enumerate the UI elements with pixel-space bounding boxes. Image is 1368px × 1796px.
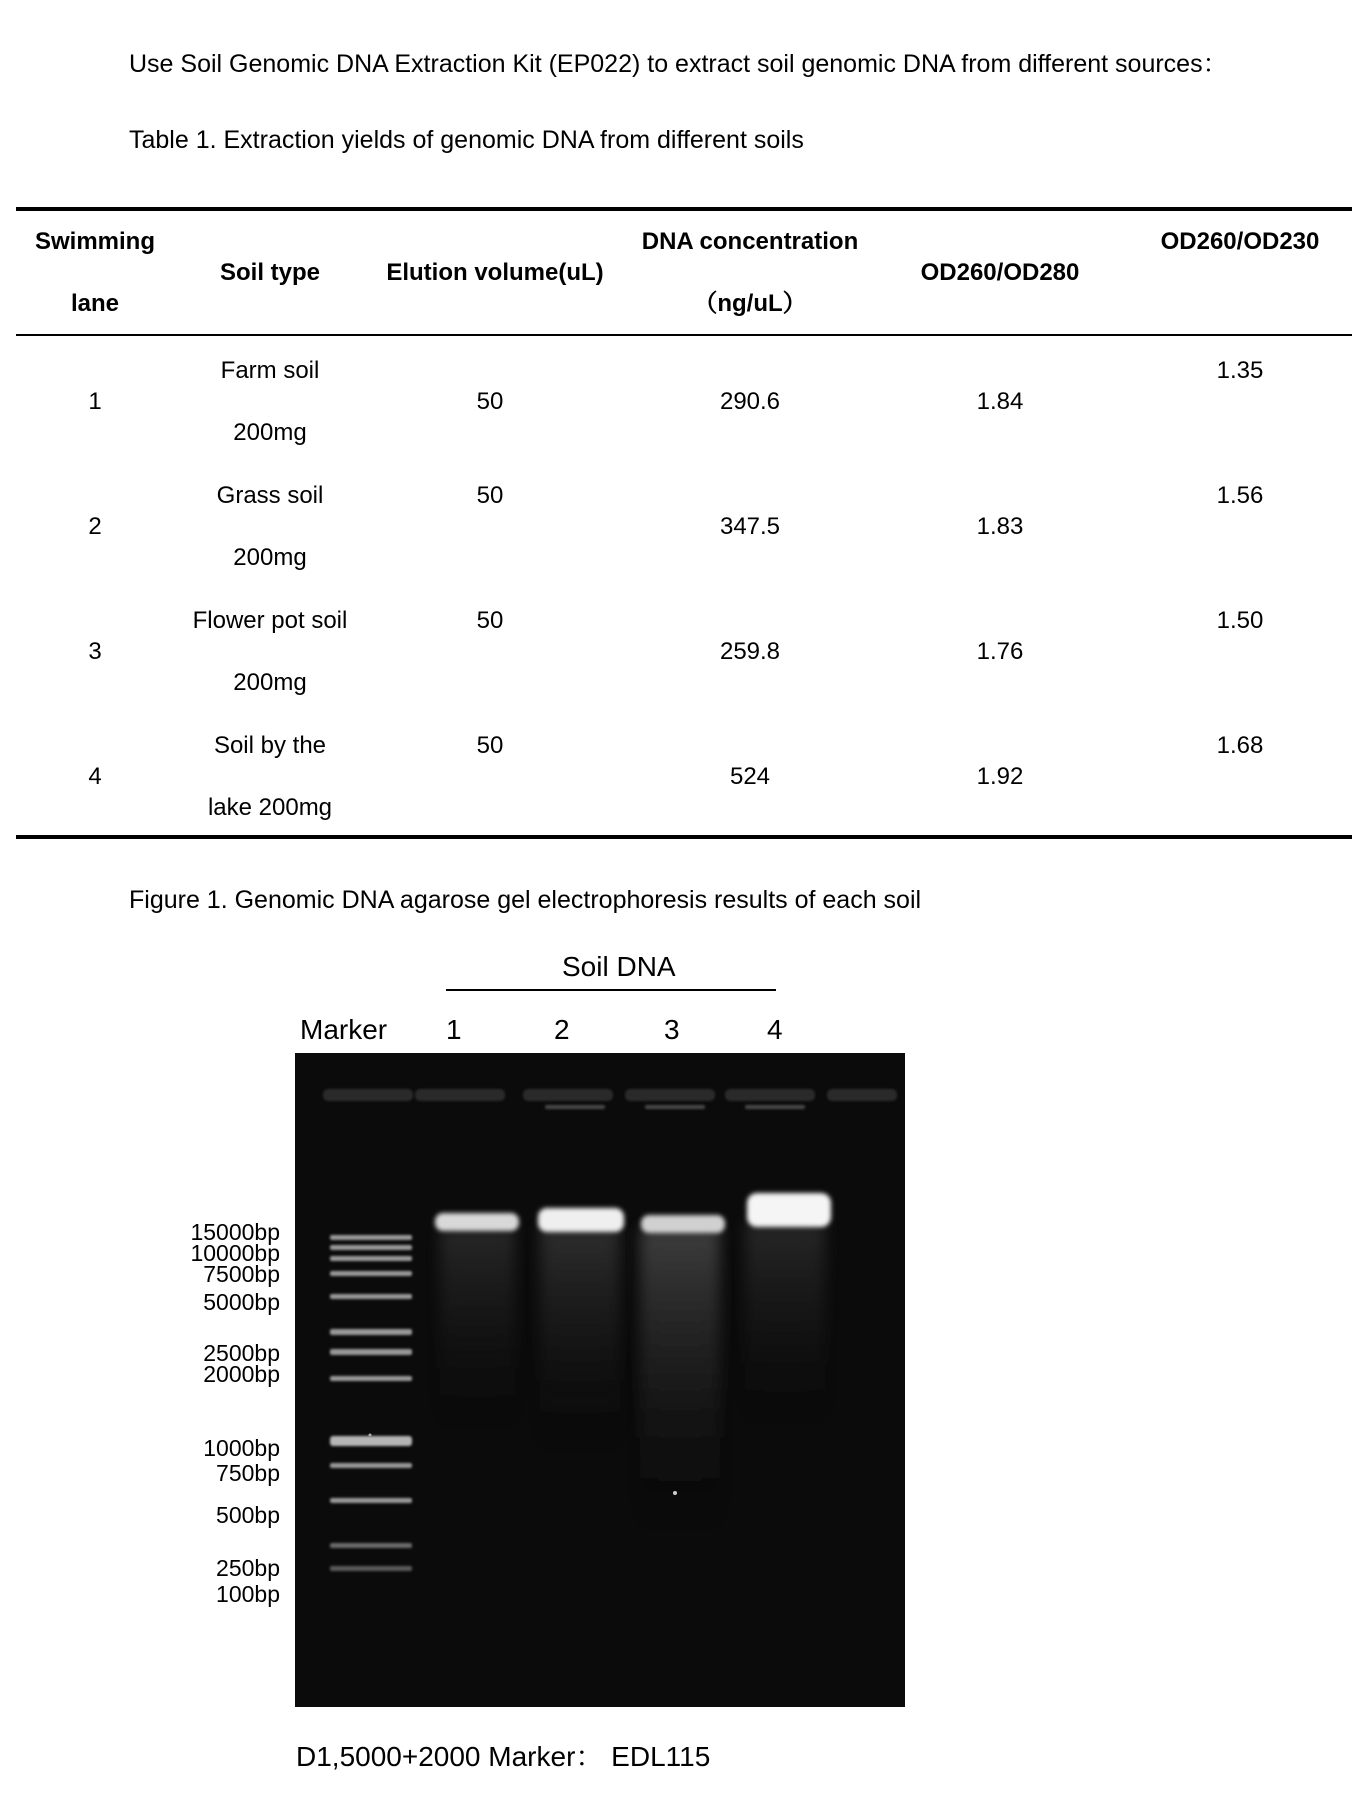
ladder-label: 500bp xyxy=(216,1502,280,1528)
cell-soil-type-line1: Flower pot soil xyxy=(192,607,348,634)
cell-soil-type-line2: 200mg xyxy=(233,544,307,571)
ladder-label: 2000bp xyxy=(203,1361,280,1387)
lane-label-2: 2 xyxy=(554,1014,570,1045)
header-lane-line2: lane xyxy=(70,290,120,317)
soil-dna-label: Soil DNA xyxy=(562,951,676,982)
ladder-label: 5000bp xyxy=(203,1289,280,1315)
ladder-label: 100bp xyxy=(216,1581,280,1607)
cell-soil-type-line2: 200mg xyxy=(233,669,307,696)
ladder-label: 15000bp xyxy=(190,1219,280,1245)
header-lane-line1: Swimming xyxy=(34,228,155,255)
cell-lane: 3 xyxy=(88,638,102,665)
cell-soil-type-line2: lake 200mg xyxy=(207,794,333,821)
cell-concentration: 524 xyxy=(729,763,771,790)
ladder-label: 10000bp xyxy=(190,1240,280,1266)
cell-elution: 50 xyxy=(476,732,504,759)
gel-wells xyxy=(323,1089,897,1101)
cell-od230: 1.68 xyxy=(1216,732,1264,759)
gel-image-drawing xyxy=(295,1053,905,1707)
ladder-label: 7500bp xyxy=(203,1261,280,1287)
header-dna-concentration: DNA concentration xyxy=(641,228,859,255)
intro-text: Use Soil Genomic DNA Extraction Kit (EP022) to extract soil genomic DNA from different sources： xyxy=(129,50,1228,78)
cell-od280: 1.83 xyxy=(976,513,1024,540)
header-od260-od230: OD260/OD230 xyxy=(1160,228,1320,255)
ladder-label: 2500bp xyxy=(203,1340,280,1366)
cell-od280: 1.76 xyxy=(976,638,1024,665)
marker-note: D1,5000+2000 Marker： EDL115 xyxy=(296,1741,711,1772)
cell-od230: 1.56 xyxy=(1216,482,1264,509)
cell-soil-type-line1: Grass soil xyxy=(216,482,324,509)
cell-lane: 2 xyxy=(88,513,102,540)
cell-elution: 50 xyxy=(476,482,504,509)
cell-concentration: 290.6 xyxy=(719,388,781,415)
lane-label-marker: Marker xyxy=(300,1014,388,1045)
cell-concentration: 347.5 xyxy=(719,513,781,540)
table-caption: Table 1. Extraction yields of genomic DNA from different soils xyxy=(129,126,804,154)
ladder-label: 750bp xyxy=(216,1460,280,1486)
figure-caption: Figure 1. Genomic DNA agarose gel electrophoresis results of each soil xyxy=(129,886,922,914)
header-od260-od280: OD260/OD280 xyxy=(920,259,1080,286)
cell-elution: 50 xyxy=(476,388,504,415)
ladder-label: 250bp xyxy=(216,1555,280,1581)
cell-od230: 1.35 xyxy=(1216,357,1264,384)
cell-soil-type-line1: Soil by the xyxy=(213,732,327,759)
cell-soil-type-line1: Farm soil xyxy=(220,357,320,384)
cell-od230: 1.50 xyxy=(1216,607,1264,634)
cell-concentration: 259.8 xyxy=(719,638,781,665)
cell-od280: 1.84 xyxy=(976,388,1024,415)
table-bottom-rule xyxy=(16,835,1352,839)
cell-elution: 50 xyxy=(476,607,504,634)
header-soil-type: Soil type xyxy=(219,259,321,286)
cell-od280: 1.92 xyxy=(976,763,1024,790)
lane-label-1: 1 xyxy=(446,1014,462,1045)
ladder-label: 1000bp xyxy=(203,1435,280,1461)
cell-lane: 1 xyxy=(88,388,102,415)
header-elution-volume: Elution volume(uL) xyxy=(386,259,604,286)
lane-label-3: 3 xyxy=(664,1014,680,1045)
soil-dna-bracket-line xyxy=(446,989,776,991)
agarose-gel-image xyxy=(295,1053,905,1707)
table-header-rule xyxy=(16,334,1352,336)
header-concentration-unit: （ng/uL） xyxy=(693,290,807,317)
cell-lane: 4 xyxy=(88,763,102,790)
table-top-rule xyxy=(16,207,1352,211)
lane-label-4: 4 xyxy=(767,1014,783,1045)
cell-soil-type-line2: 200mg xyxy=(233,419,307,446)
